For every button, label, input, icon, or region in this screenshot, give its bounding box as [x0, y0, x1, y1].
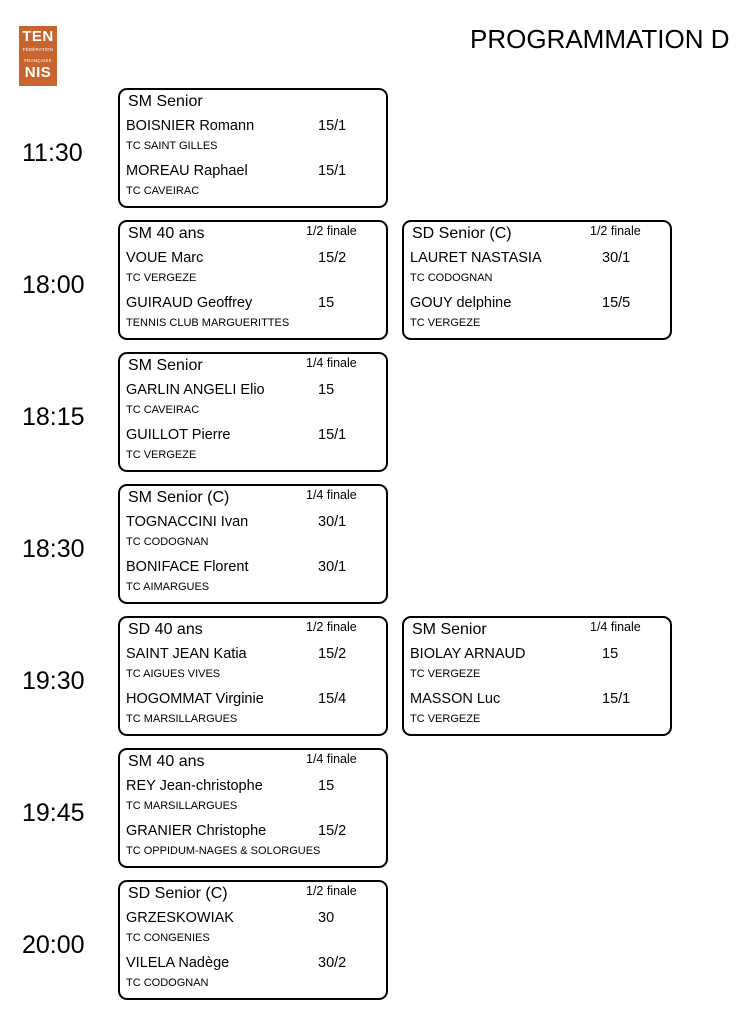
match-card: [118, 616, 388, 736]
match-card: [118, 88, 388, 208]
player-ranking: 30/2: [318, 955, 347, 971]
match-card: [118, 220, 388, 340]
player-name: REY Jean-christophe: [126, 778, 263, 794]
match-round: 1/2 finale: [306, 884, 357, 898]
match-category: SD Senior (C): [412, 225, 512, 242]
player-name: LAURET NASTASIA: [410, 250, 542, 266]
player-club: TC MARSILLARGUES: [126, 713, 238, 725]
player-club: TC VERGEZE: [410, 317, 481, 329]
logo-text-federation: FÉDÉRATION: [22, 47, 54, 52]
player-name: GARLIN ANGELI Elio: [126, 382, 265, 398]
logo-text-top: TEN: [22, 28, 54, 45]
match-round: 1/2 finale: [306, 620, 357, 634]
player-name: HOGOMMAT Virginie: [126, 691, 264, 707]
player-ranking: 15/1: [318, 118, 347, 134]
player-name: BOISNIER Romann: [126, 118, 255, 134]
player-ranking: 15: [318, 295, 335, 311]
match-category: SD 40 ans: [128, 621, 203, 638]
match-category: SM Senior: [128, 93, 203, 110]
player-ranking: 30/1: [318, 559, 347, 575]
player-club: TC AIGUES VIVES: [126, 668, 221, 680]
player-name: BONIFACE Florent: [126, 559, 249, 575]
time-slot: 18:00: [22, 271, 85, 299]
match-category: SM 40 ans: [128, 753, 205, 770]
player-name: GUIRAUD Geoffrey: [126, 295, 253, 311]
player-club: TC VERGEZE: [126, 272, 197, 284]
match-round: 1/4 finale: [590, 620, 641, 634]
time-slot: 11:30: [22, 139, 83, 167]
player-name: SAINT JEAN Katia: [126, 646, 247, 662]
match-round: 1/4 finale: [306, 356, 357, 370]
player-ranking: 30: [318, 910, 335, 926]
player-name: GRANIER Christophe: [126, 823, 267, 839]
player-club: TC CAVEIRAC: [126, 404, 200, 416]
player-name: BIOLAY ARNAUD: [410, 646, 526, 662]
player-ranking: 30/1: [602, 250, 631, 266]
player-ranking: 15/1: [318, 163, 347, 179]
player-club: TC MARSILLARGUES: [126, 800, 238, 812]
title-area: [0, 0, 744, 80]
player-club: TENNIS CLUB MARGUERITTES: [126, 317, 290, 329]
match-category: SM Senior (C): [128, 489, 230, 506]
player-ranking: 30/1: [318, 514, 347, 530]
match-card: [118, 748, 388, 868]
player-club: TC CODOGNAN: [126, 536, 209, 548]
player-club: TC VERGEZE: [410, 668, 481, 680]
match-category: SM Senior: [128, 357, 203, 374]
player-name: GOUY delphine: [410, 295, 512, 311]
player-club: TC AIMARGUES: [126, 581, 210, 593]
player-name: TOGNACCINI Ivan: [126, 514, 249, 530]
player-ranking: 15/2: [318, 646, 347, 662]
match-card: [118, 352, 388, 472]
time-slot: 19:30: [22, 667, 85, 695]
match-round: 1/4 finale: [306, 752, 357, 766]
player-club: TC CAVEIRAC: [126, 185, 200, 197]
match-card: [118, 484, 388, 604]
player-ranking: 15/4: [318, 691, 347, 707]
player-ranking: 15: [318, 382, 335, 398]
player-club: TC VERGEZE: [410, 713, 481, 725]
match-round: 1/2 finale: [306, 224, 357, 238]
match-category: SM 40 ans: [128, 225, 205, 242]
player-ranking: 15/2: [318, 823, 347, 839]
player-ranking: 15/5: [602, 295, 631, 311]
match-round: 1/4 finale: [306, 488, 357, 502]
player-club: TC CONGENIES: [126, 932, 210, 944]
logo-text-francaise: FRANÇAISE: [24, 58, 52, 63]
player-name: VILELA Nadège: [126, 955, 230, 971]
player-ranking: 15/1: [318, 427, 347, 443]
player-ranking: 15/1: [602, 691, 631, 707]
player-ranking: 15: [318, 778, 335, 794]
time-slot: 20:00: [22, 931, 85, 959]
player-club: TC SAINT GILLES: [126, 140, 218, 152]
player-club: TC VERGEZE: [126, 449, 197, 461]
player-ranking: 15/2: [318, 250, 347, 266]
player-name: GUILLOT Pierre: [126, 427, 231, 443]
match-card: [402, 220, 672, 340]
match-round: 1/2 finale: [590, 224, 641, 238]
match-card: [402, 616, 672, 736]
player-name: GRZESKOWIAK: [126, 910, 234, 926]
player-name: MOREAU Raphael: [126, 163, 248, 179]
page-title: PROGRAMMATION D: [470, 24, 730, 54]
player-club: TC OPPIDUM-NAGES & SOLORGUES: [126, 845, 321, 857]
time-slot: 18:15: [22, 403, 85, 431]
time-slot: 18:30: [22, 535, 85, 563]
player-name: MASSON Luc: [410, 691, 501, 707]
time-slot: 19:45: [22, 799, 85, 827]
player-club: TC CODOGNAN: [410, 272, 493, 284]
player-ranking: 15: [602, 646, 619, 662]
logo-text-bottom: NIS: [24, 64, 52, 81]
player-club: TC CODOGNAN: [126, 977, 209, 989]
match-category: SD Senior (C): [128, 885, 228, 902]
match-category: SM Senior: [412, 621, 487, 638]
match-card: [118, 880, 388, 1000]
player-name: VOUE Marc: [126, 250, 204, 266]
